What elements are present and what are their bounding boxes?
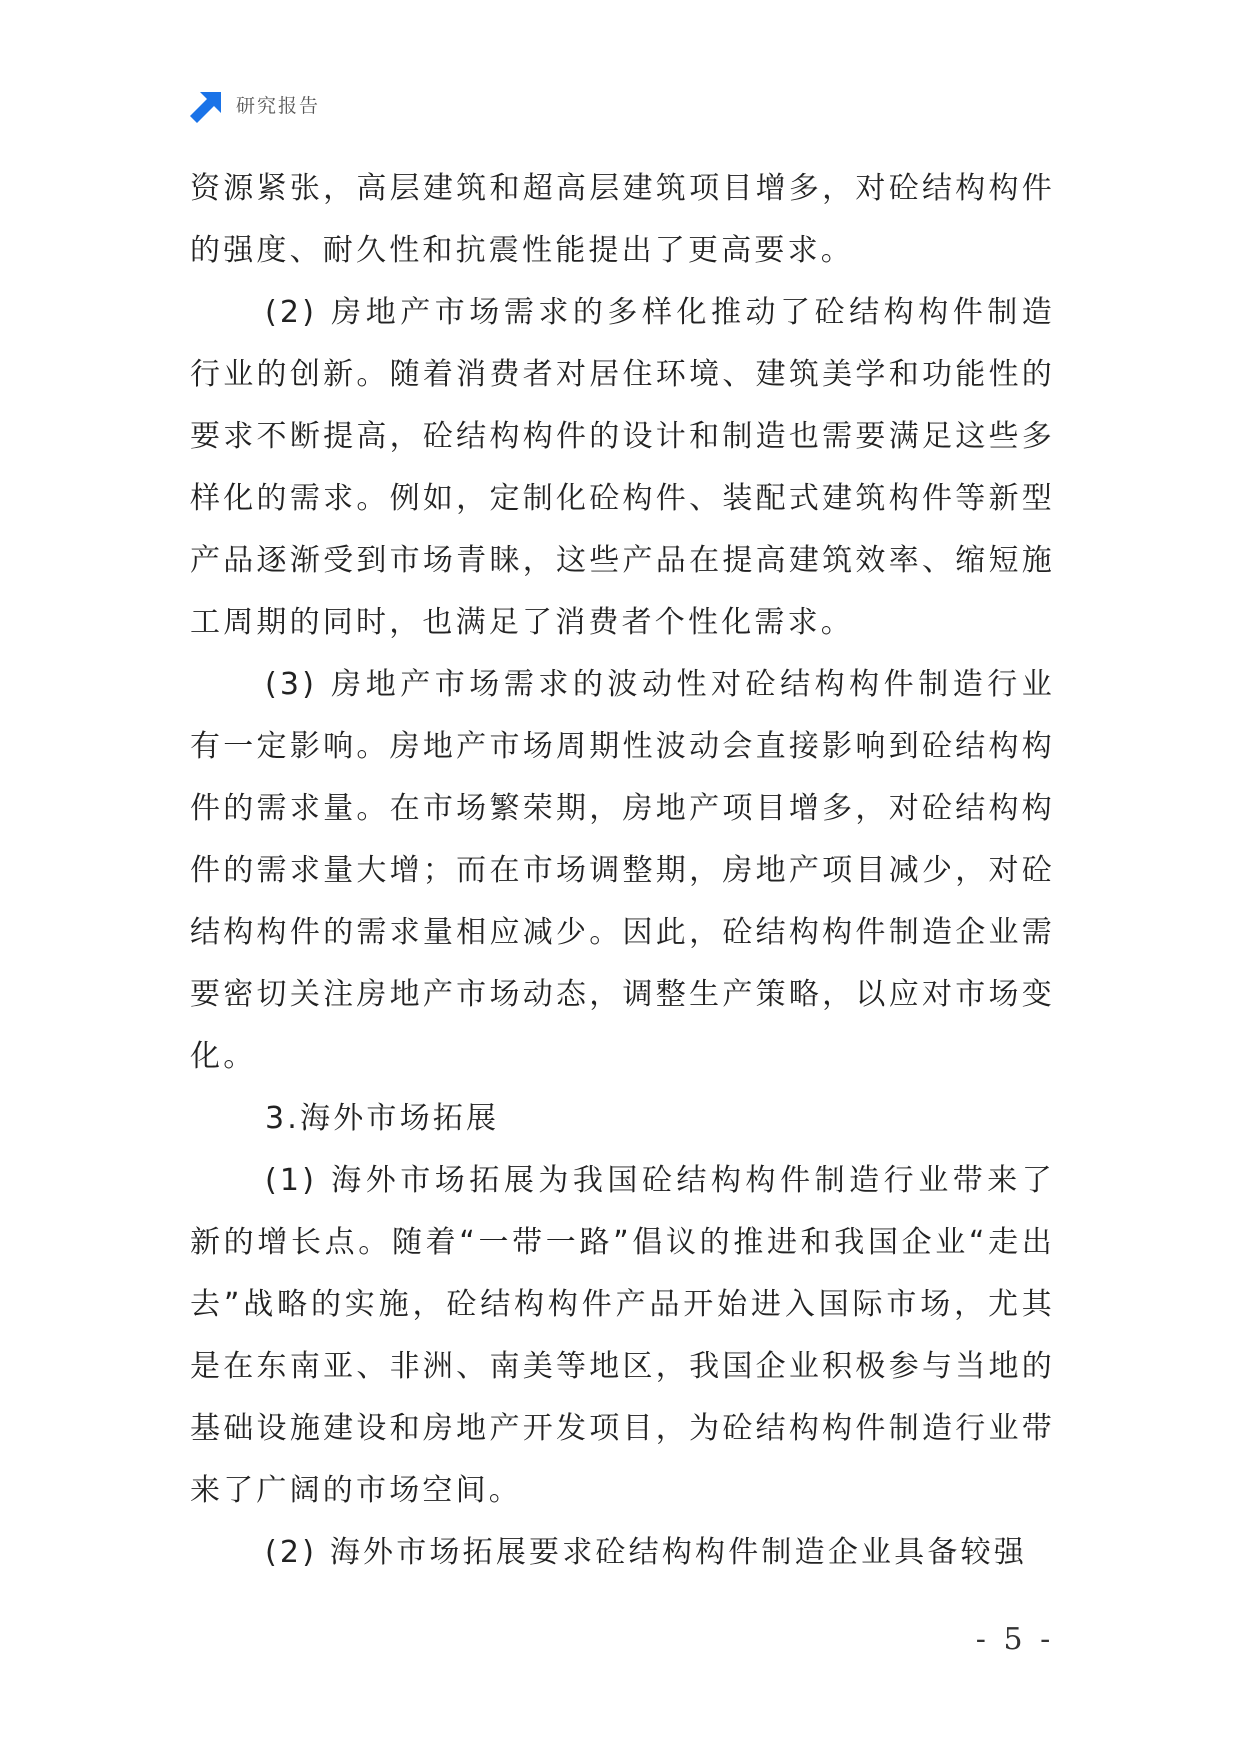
paragraph-item-3: (3) 房地产市场需求的波动性对砼结构构件制造行业有一定影响。房地产市场周期性波动会直接影响到砼结构构件的需求量。在市场繁荣期，房地产项目增多，对砼结构构件的需求量大增；而在市场调整期，房地产项目减少，对砼结构构件的需求量相应减少。因此，砼结构构件制造企业需要密切关注房地产市场动态，调整生产策略，以应对市场变化。 (190, 667, 1055, 1074)
paragraph-overseas-2: (2) 海外市场拓展要求砼结构构件制造企业具备较强 (265, 1535, 1028, 1570)
document-body (190, 158, 1055, 1584)
paragraph-item-2: (2) 房地产市场需求的多样化推动了砼结构构件制造行业的创新。随着消费者对居住环境、建筑美学和功能性的要求不断提高，砼结构构件的设计和制造也需要满足这些多样化的需求。例如，定制化砼构件、装配式建筑构件等新型产品逐渐受到市场青睐，这些产品在提高建筑效率、缩短施工周期的同时，也满足了消费者个性化需求。 (190, 295, 1055, 640)
header-title: 研究报告 (236, 95, 321, 117)
paragraph-overseas-1: (1) 海外市场拓展为我国砼结构构件制造行业带来了新的增长点。随着“一带一路”倡议的推进和我国企业“走出去”战略的实施，砼结构构件产品开始进入国际市场，尤其是在东南亚、非洲、南美等地区，我国企业积极参与当地的基础设施建设和房地产开发项目，为砼结构构件制造行业带来了广阔的市场空间。 (190, 1163, 1055, 1508)
section-heading: 3.海外市场拓展 (265, 1101, 500, 1136)
arrow-up-right-icon (190, 89, 224, 123)
page-number: - 5 - (975, 1622, 1055, 1657)
paragraph-continued: 资源紧张，高层建筑和超高层建筑项目增多，对砼结构构件的强度、耐久性和抗震性能提出了更高要求。 (190, 171, 1055, 268)
page-header (190, 88, 320, 124)
